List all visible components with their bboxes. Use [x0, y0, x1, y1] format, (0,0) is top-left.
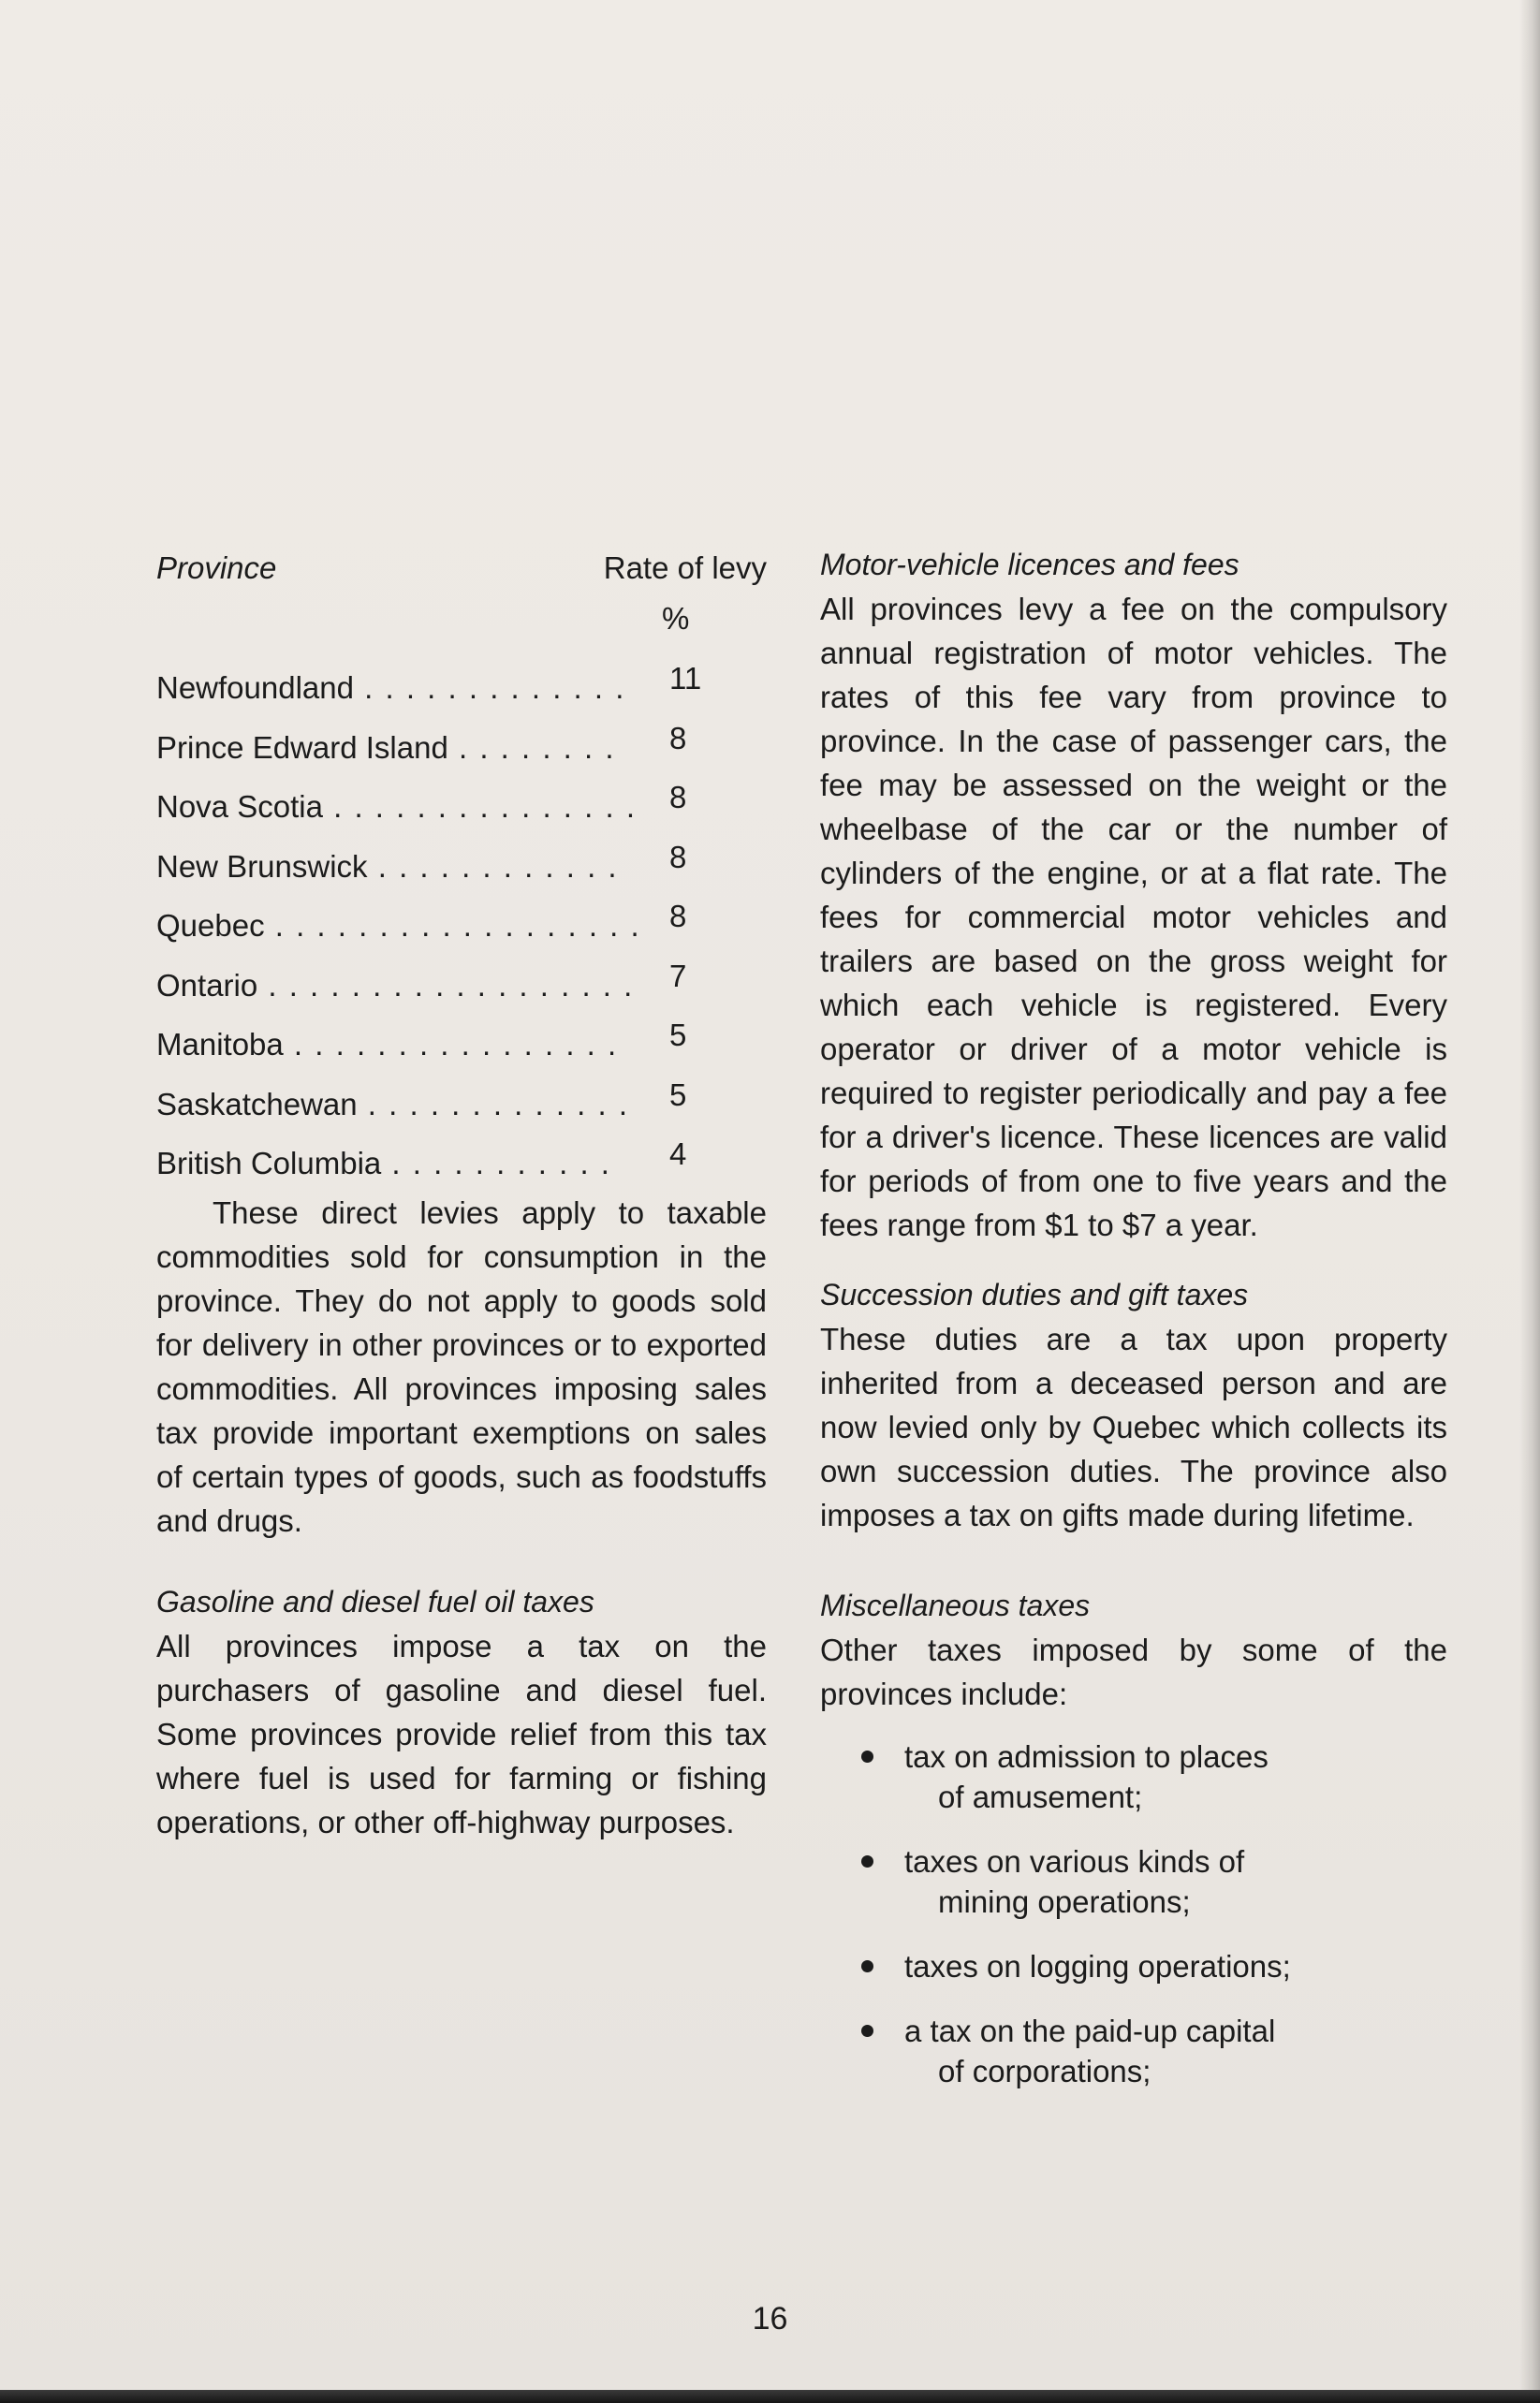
leader-dots: . . . . . . . . . . . . .: [354, 670, 626, 705]
gasoline-heading: Gasoline and diesel fuel oil taxes: [156, 1585, 594, 1619]
bullet-line-2: mining operations;: [938, 1884, 1191, 1919]
province-name: Manitoba: [156, 1027, 284, 1062]
province-name: Nova Scotia: [156, 789, 323, 824]
motor-vehicle-heading: Motor-vehicle licences and fees: [820, 548, 1239, 581]
levy-rate: 8: [669, 839, 687, 874]
levy-rate: 8: [669, 899, 687, 933]
province-name: Quebec: [156, 908, 265, 943]
levy-rate: 8: [669, 720, 687, 755]
levy-rate: 11: [669, 661, 702, 696]
table-row: [156, 899, 767, 959]
misc-bullet-list: [820, 1736, 1447, 2091]
levies-paragraph: These direct levies apply to taxable commodities sold for consumption in the province. They do not apply to goods sold for delivery in other provinces or to exported commodities. All provinces imposing sales tax provide important exemptions on sales of certain types of goods, such as foodstuffs and drugs.: [156, 1195, 767, 1538]
succession-heading: Succession duties and gift taxes: [820, 1278, 1249, 1311]
table-row: [156, 959, 767, 1018]
levy-rate: 4: [669, 1136, 687, 1171]
province-name: Ontario: [156, 967, 258, 1003]
levy-rate: 8: [669, 780, 687, 814]
misc-heading: Miscellaneous taxes: [820, 1589, 1091, 1622]
misc-intro: Other taxes imposed by some of the provinces include:: [820, 1633, 1447, 1711]
motor-vehicle-paragraph: All provinces levy a fee on the compulsory annual registration of motor vehicles. The rates of this fee vary from province to province. In the case of passenger cars, the fee may be assessed on the weight or the wheelbase of the car or the number of cylinders of the engine, or at a flat rate. The fees for commercial motor vehicles and trailers are based on the gross weight for which each vehicle is registered. Every operator or driver of a motor vehicle is required to register periodically and pay a fee for a driver's licence. These licences are valid for periods of from one to five years and the fees range from $1 to $7 a year.: [820, 592, 1447, 1242]
leader-dots: . . . . . . . . . . . . .: [357, 1086, 630, 1121]
leader-dots: . . . . . . . . . . . .: [367, 848, 619, 884]
levy-rate: 7: [669, 958, 687, 993]
list-item: [820, 1841, 1447, 1922]
levy-table: [156, 661, 767, 1196]
table-header: [156, 543, 767, 586]
table-row: [156, 1018, 767, 1077]
province-name: New Brunswick: [156, 848, 368, 884]
bullet-icon: [861, 1960, 873, 1972]
leader-dots: . . . . . . . . . . .: [381, 1146, 611, 1180]
header-unit: %: [662, 601, 690, 636]
bullet-line-2: of amusement;: [938, 1780, 1143, 1814]
bottom-edge: [0, 2390, 1540, 2403]
bullet-line-2: of corporations;: [938, 2054, 1151, 2088]
page-number: 16: [752, 2301, 788, 2337]
bullet-line-1: a tax on the paid-up capital: [904, 2014, 1276, 2048]
left-column: [156, 543, 767, 1839]
levy-rate: 5: [669, 1018, 687, 1052]
left-body-text: [156, 1191, 767, 1844]
header-rate: Rate of levy: [603, 550, 767, 585]
province-name: British Columbia: [156, 1146, 382, 1180]
leader-dots: . . . . . . . . . . . . . . . .: [283, 1027, 619, 1062]
leader-dots: . . . . . . . . . . . . . . . . . .: [257, 967, 635, 1003]
table-row: [156, 721, 767, 781]
bullet-line-1: tax on admission to places: [904, 1739, 1269, 1774]
gasoline-paragraph: All provinces impose a tax on the purchasers of gasoline and diesel fuel. Some provinces provide relief from this tax where fuel is used for farming or fishing operations, or other off-highway purposes.: [156, 1629, 767, 1839]
province-name: Saskatchewan: [156, 1086, 358, 1121]
bullet-icon: [861, 1855, 873, 1868]
table-row: [156, 661, 767, 721]
province-name: Prince Edward Island: [156, 729, 448, 765]
page-edge-shadow: [1519, 0, 1540, 2403]
table-row: [156, 780, 767, 840]
table-row: [156, 840, 767, 900]
succession-paragraph: These duties are a tax upon property inherited from a deceased person and are now levied only by Quebec which collects its own succession duties. The province also imposes a tax on gifts made during lifetime.: [820, 1322, 1447, 1532]
leader-dots: . . . . . . . .: [447, 729, 616, 765]
bullet-line-1: taxes on various kinds of: [904, 1844, 1245, 1879]
bullet-icon: [861, 1751, 873, 1763]
province-name: Newfoundland: [156, 670, 354, 705]
list-item: [820, 2011, 1447, 2091]
table-row: [156, 1136, 767, 1196]
leader-dots: . . . . . . . . . . . . . . . . . .: [264, 908, 641, 943]
right-body-text: [820, 543, 1447, 2116]
table-row: [156, 1077, 767, 1137]
bullet-icon: [861, 2025, 873, 2037]
leader-dots: . . . . . . . . . . . . . . .: [322, 789, 637, 824]
header-province: Province: [156, 550, 277, 585]
bullet-line-1: taxes on logging operations;: [904, 1949, 1291, 1984]
list-item: [820, 1736, 1447, 1817]
list-item: [820, 1946, 1447, 1986]
levy-rate: 5: [669, 1077, 687, 1112]
